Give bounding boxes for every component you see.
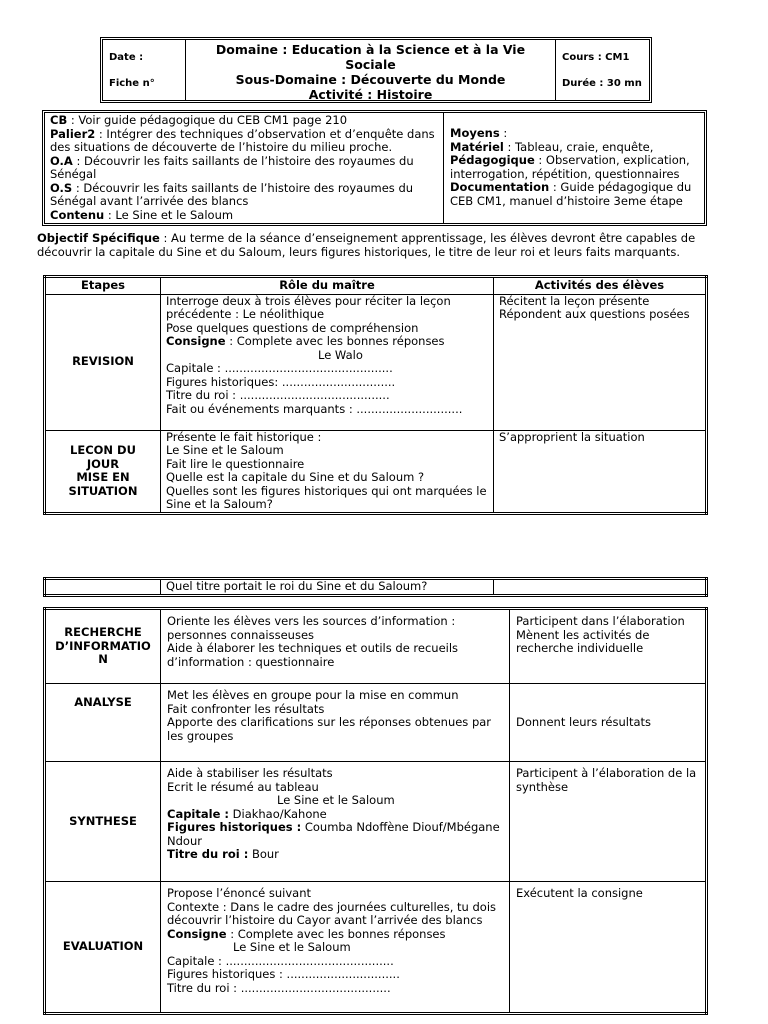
- course-label: Cours : CM1: [562, 51, 630, 63]
- activity-title: Activité : Histoire: [308, 87, 433, 102]
- contenu-line: Contenu : Le Sine et le Saloum: [50, 207, 234, 222]
- col-header-activites: Activités des élèves: [494, 277, 707, 295]
- role-revision: Interroge deux à trois élèves pour réciter la leçon précédente : Le néolithique Pose quelques questions de compréhension Consigne : Complete avec les bonnes réponses Le Walo Capitale : .............................................. Figures historiques: ............................... Titre du roi : ......................................... Fait ou événements marquants : .............................: [161, 294, 494, 430]
- activity-synthese: Participent à l’élaboration de la synthèse: [510, 762, 707, 882]
- header-domain-cell: [186, 40, 556, 100]
- role-analyse: Met les élèves en groupe pour la mise en commun Fait confronter les résultats Apporte des clarifications sur les réponses obtenues par les groupes: [161, 684, 510, 762]
- os-line: O.S : Découvrir les faits saillants de l’histoire des royaumes du Sénégal avant l’arrivée des blancs: [50, 180, 414, 208]
- fiche-label: Fiche n°: [109, 77, 155, 89]
- activity-evaluation: Exécutent la consigne: [510, 882, 707, 1014]
- domain-line1: Domaine : Education à la Science et à la Vie: [215, 42, 526, 57]
- specific-objective: Objectif Spécifique : Au terme de la séance d’enseignement apprentissage, les élèves devront être capables de découvrir la capitale du Sine et du Saloum, leurs figures historiques, le titre de leur roi et leurs faits marquants.: [37, 231, 696, 259]
- materiel-line: Matériel : Tableau, craie, enquête,: [450, 139, 654, 154]
- cb-line: CB : Voir guide pédagogique du CEB CM1 page 210: [50, 113, 348, 127]
- col-header-role: Rôle du maître: [161, 277, 494, 295]
- table-row-lecon: [45, 430, 707, 513]
- stage-revision: REVISION: [45, 294, 161, 430]
- activity-revision: Récitent la leçon présente Répondent aux questions posées: [494, 294, 707, 430]
- question-titre-roi: Quel titre portait le roi du Sine et du Saloum?: [161, 579, 494, 596]
- role-evaluation: Propose l’énoncé suivant Contexte : Dans le cadre des journées culturelles, tu dois découvrir l’histoire du Cayor avant l’arrivée des blancs Consigne : Complete avec les bonnes réponses Le Sine et le Saloum Capitale : .............................................. Figures historiques : ............................... Titre du roi : .........................................: [161, 882, 510, 1014]
- oa-line: O.A : Découvrir les faits saillants de l’histoire des royaumes du Sénégal: [50, 153, 414, 181]
- activity-recherche: Participent dans l’élaboration Mènent les activités de recherche individuelle: [510, 609, 707, 684]
- steps-table-2: [43, 607, 708, 1015]
- activity-analyse: Donnent leurs résultats: [510, 684, 707, 762]
- lesson-header: [100, 37, 652, 103]
- steps-table-continuation: [43, 577, 708, 597]
- col-header-etapes: Etapes: [45, 277, 161, 295]
- subdomain: Sous-Domaine : Découverte du Monde: [235, 72, 506, 87]
- table-row-recherche: [45, 609, 707, 684]
- competence-box: [42, 110, 707, 226]
- role-lecon: Présente le fait historique : Le Sine et le Saloum Fait lire le questionnaire Quelle est la capitale du Sine et du Saloum ? Quelles sont les figures historiques qui ont marquées le Sine et la Saloum?: [161, 430, 494, 513]
- palier-line: Palier2 : Intégrer des techniques d’observation et d’enquête dans des situations de découverte de l’histoire du milieu proche.: [50, 126, 435, 154]
- activity-lecon: S’approprient la situation: [494, 430, 707, 513]
- table-row-continuation: [45, 579, 707, 596]
- stage-lecon: LECON DU JOUR MISE EN SITUATION: [45, 430, 161, 513]
- competence-right: [444, 113, 704, 223]
- steps-table-1: [43, 275, 708, 515]
- table-row-evaluation: [45, 882, 707, 1014]
- table-header-row: [45, 277, 707, 295]
- documentation-line: Documentation : Guide pédagogique du CEB CM1, manuel d’histoire 3eme étape: [450, 180, 692, 208]
- table-row-revision: [45, 294, 707, 430]
- stage-recherche: RECHERCHE D’INFORMATIO N: [45, 609, 161, 684]
- duration-label: Durée : 30 mn: [562, 77, 642, 89]
- pedagogique-line: Pédagogique : Observation, explication, interrogation, répétition, questionnaires: [450, 153, 690, 181]
- stage-synthese: SYNTHESE: [45, 762, 161, 882]
- stage-analyse: ANALYSE: [45, 684, 161, 762]
- competence-left: [45, 113, 444, 223]
- role-recherche: Oriente les élèves vers les sources d’information : personnes connaisseuses Aide à élaborer les techniques et outils de recueils d’information : questionnaire: [161, 609, 510, 684]
- role-synthese: Aide à stabiliser les résultats Ecrit le résumé au tableau Le Sine et le Saloum Capitale : Diakhao/Kahone Figures historiques : Coumba Ndoffène Diouf/Mbégane Ndour Titre du roi : Bour: [161, 762, 510, 882]
- table-row-synthese: [45, 762, 707, 882]
- stage-evaluation: EVALUATION: [45, 882, 161, 1014]
- table-row-analyse: [45, 684, 707, 762]
- moyens-line: Moyens :: [450, 126, 508, 140]
- header-right-cell: [556, 40, 649, 100]
- date-label: Date :: [109, 51, 144, 63]
- domain-line2: Sociale: [345, 57, 396, 72]
- header-left-cell: [103, 40, 186, 100]
